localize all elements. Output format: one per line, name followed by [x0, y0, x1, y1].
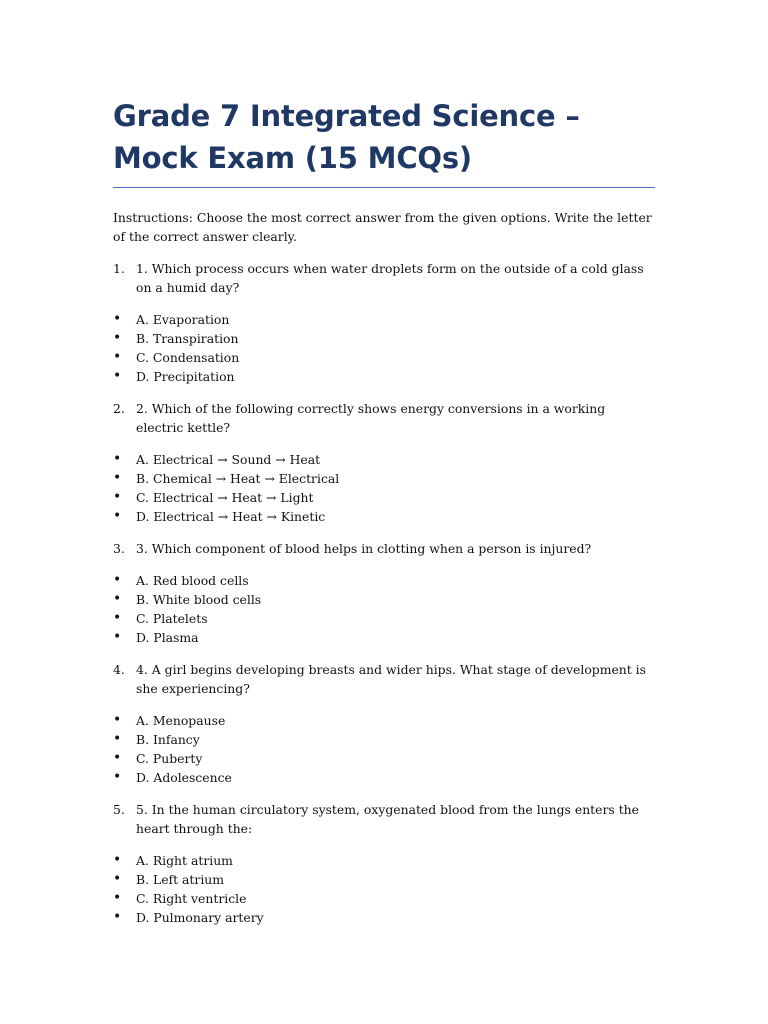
option-text: B. Chemical → Heat → Electrical — [136, 471, 340, 486]
option-text: C. Electrical → Heat → Light — [136, 490, 314, 505]
question-list — [113, 259, 655, 927]
option-list — [113, 310, 655, 386]
bullet-icon: • — [113, 451, 122, 467]
question-line — [113, 399, 655, 437]
option-item — [113, 851, 655, 870]
bullet-icon: • — [113, 572, 122, 588]
option-item — [113, 711, 655, 730]
option-item — [113, 507, 655, 526]
option-item — [113, 348, 655, 367]
option-item — [113, 908, 655, 927]
option-text: A. Right atrium — [136, 853, 233, 868]
bullet-icon: • — [113, 610, 122, 626]
option-text: D. Electrical → Heat → Kinetic — [136, 509, 326, 524]
option-text: C. Puberty — [136, 751, 203, 766]
option-item — [113, 329, 655, 348]
option-list — [113, 450, 655, 526]
question-number: 4. — [113, 662, 125, 677]
question-item — [113, 259, 655, 386]
option-text: A. Red blood cells — [136, 573, 249, 588]
option-text: C. Platelets — [136, 611, 208, 626]
option-text: C. Right ventricle — [136, 891, 247, 906]
option-item — [113, 367, 655, 386]
option-item — [113, 889, 655, 908]
bullet-icon: • — [113, 750, 122, 766]
page-title: Grade 7 Integrated Science – Mock Exam (15 MCQs) — [113, 95, 655, 188]
option-item — [113, 749, 655, 768]
question-line — [113, 660, 655, 698]
option-text: D. Precipitation — [136, 369, 235, 384]
option-item — [113, 571, 655, 590]
option-text: B. Transpiration — [136, 331, 239, 346]
option-text: D. Adolescence — [136, 770, 232, 785]
question-item — [113, 539, 655, 647]
bullet-icon: • — [113, 731, 122, 747]
option-text: C. Condensation — [136, 350, 240, 365]
option-item — [113, 469, 655, 488]
question-number: 3. — [113, 541, 125, 556]
option-list — [113, 711, 655, 787]
option-text: B. White blood cells — [136, 592, 262, 607]
option-item — [113, 450, 655, 469]
option-text: A. Electrical → Sound → Heat — [136, 452, 321, 467]
bullet-icon: • — [113, 470, 122, 486]
bullet-icon: • — [113, 330, 122, 346]
option-item — [113, 310, 655, 329]
question-number: 2. — [113, 401, 125, 416]
option-item — [113, 870, 655, 889]
option-item — [113, 768, 655, 787]
bullet-icon: • — [113, 629, 122, 645]
question-item — [113, 660, 655, 787]
bullet-icon: • — [113, 852, 122, 868]
option-item — [113, 609, 655, 628]
question-line — [113, 539, 655, 558]
option-text: D. Pulmonary artery — [136, 910, 264, 925]
document-page — [113, 95, 655, 927]
option-text: A. Evaporation — [136, 312, 230, 327]
bullet-icon: • — [113, 508, 122, 524]
bullet-icon: • — [113, 489, 122, 505]
instructions-text: Instructions: Choose the most correct answer from the given options. Write the letter of the correct answer clearly. — [113, 210, 652, 244]
question-item — [113, 800, 655, 927]
question-text: 1. Which process occurs when water droplets form on the outside of a cold glass on a humid day? — [136, 261, 644, 295]
option-list — [113, 851, 655, 927]
option-text: A. Menopause — [136, 713, 226, 728]
question-item — [113, 399, 655, 526]
question-number: 5. — [113, 802, 125, 817]
question-text: 3. Which component of blood helps in clotting when a person is injured? — [136, 541, 592, 556]
option-list — [113, 571, 655, 647]
bullet-icon: • — [113, 591, 122, 607]
option-item — [113, 488, 655, 507]
question-number: 1. — [113, 261, 125, 276]
question-line — [113, 800, 655, 838]
bullet-icon: • — [113, 368, 122, 384]
question-text: 2. Which of the following correctly shows energy conversions in a working electric kettle? — [136, 401, 606, 435]
question-text: 4. A girl begins developing breasts and wider hips. What stage of development is she experiencing? — [136, 662, 647, 696]
question-line — [113, 259, 655, 297]
bullet-icon: • — [113, 349, 122, 365]
bullet-icon: • — [113, 712, 122, 728]
question-text: 5. In the human circulatory system, oxygenated blood from the lungs enters the heart through the: — [136, 802, 639, 836]
option-text: B. Left atrium — [136, 872, 225, 887]
bullet-icon: • — [113, 871, 122, 887]
bullet-icon: • — [113, 890, 122, 906]
bullet-icon: • — [113, 311, 122, 327]
bullet-icon: • — [113, 909, 122, 925]
option-item — [113, 628, 655, 647]
option-item — [113, 730, 655, 749]
option-item — [113, 590, 655, 609]
option-text: B. Infancy — [136, 732, 200, 747]
bullet-icon: • — [113, 769, 122, 785]
option-text: D. Plasma — [136, 630, 199, 645]
